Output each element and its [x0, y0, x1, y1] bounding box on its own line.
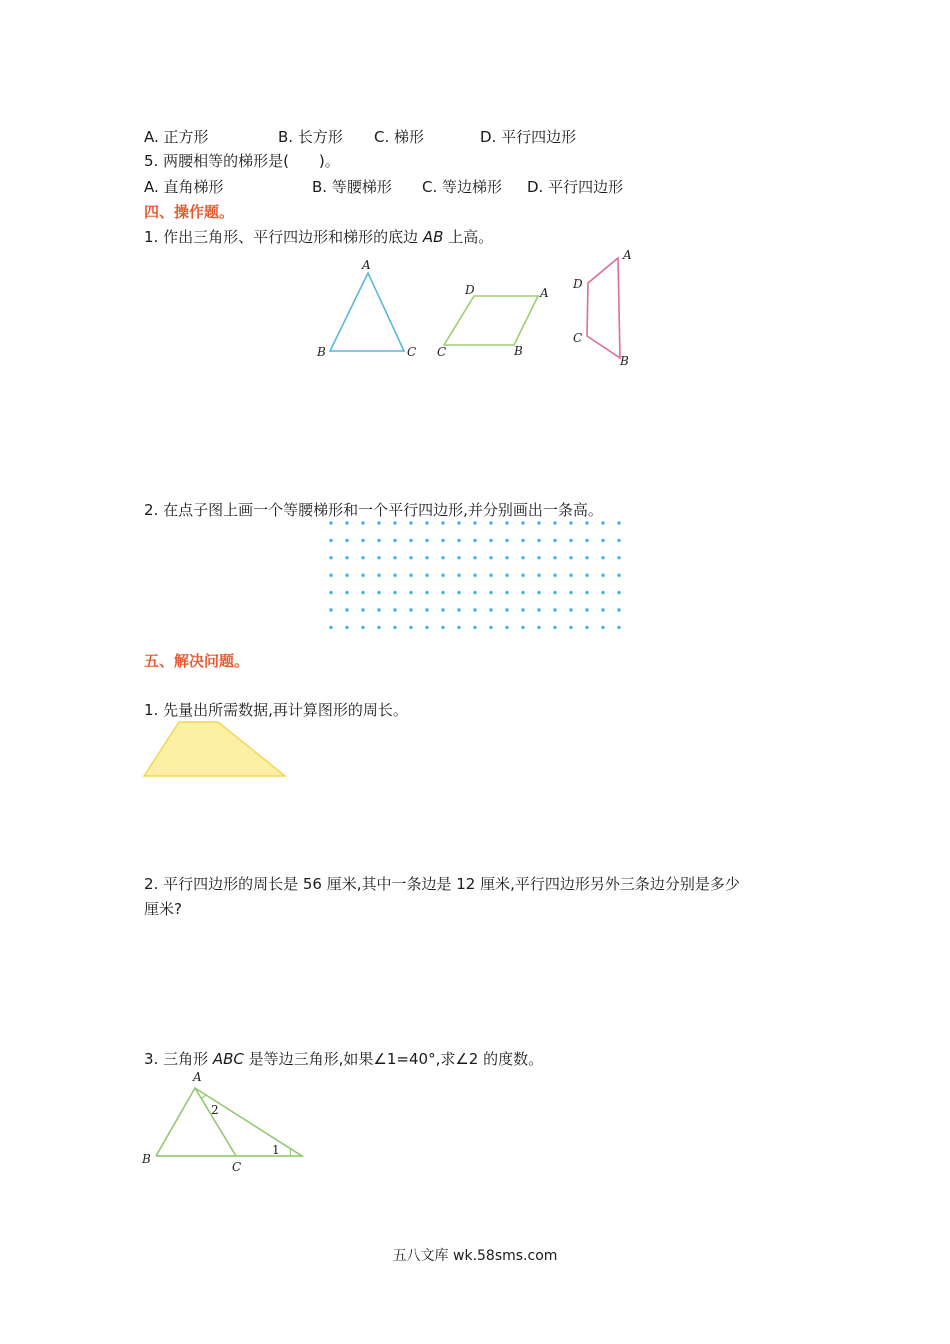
section5-q3 — [144, 1049, 543, 1069]
grid-dot — [473, 539, 476, 542]
grid-dot — [441, 556, 444, 559]
grid-dot — [489, 608, 492, 611]
grid-dot — [489, 539, 492, 542]
parallelogram-figure — [434, 282, 554, 362]
grid-dot — [473, 556, 476, 559]
grid-dot — [617, 574, 620, 577]
grid-dot — [537, 556, 540, 559]
grid-dot — [553, 556, 556, 559]
grid-dot — [505, 626, 508, 629]
grid-dot — [601, 556, 604, 559]
fig-label-c: C — [232, 1160, 242, 1174]
grid-dot — [457, 539, 460, 542]
grid-dot — [537, 591, 540, 594]
q3-text-before: 3. 三角形 — [144, 1050, 213, 1068]
grid-dot — [601, 539, 604, 542]
grid-dot — [425, 626, 428, 629]
fig-label-a: A — [193, 1070, 202, 1084]
grid-dot — [457, 521, 460, 524]
grid-dot — [441, 626, 444, 629]
grid-dot — [569, 626, 572, 629]
triangle-label-a: A — [362, 258, 371, 272]
grid-dot — [585, 574, 588, 577]
section5-heading: 五、解决问题。 — [144, 652, 250, 670]
grid-dot — [521, 626, 524, 629]
fig-angle-2-label: 2 — [211, 1103, 219, 1117]
grid-dot — [569, 521, 572, 524]
grid-dot — [585, 608, 588, 611]
grid-dot — [617, 626, 620, 629]
grid-dot — [505, 574, 508, 577]
grid-dot — [361, 574, 364, 577]
trapezoid-label-d: D — [573, 277, 583, 291]
grid-dot — [617, 521, 620, 524]
grid-dot — [537, 608, 540, 611]
grid-dot — [569, 539, 572, 542]
grid-dot — [489, 626, 492, 629]
yellow-trapezoid-shape — [144, 722, 285, 776]
q1-text-before: 1. 作出三角形、平行四边形和梯形的底边 — [144, 228, 423, 246]
grid-dot — [617, 608, 620, 611]
q4-option-d: D. 平行四边形 — [480, 128, 577, 146]
grid-dot — [425, 591, 428, 594]
fig-angle-1-label: 1 — [272, 1143, 280, 1157]
grid-dot — [537, 521, 540, 524]
grid-dot — [569, 574, 572, 577]
grid-dot — [473, 521, 476, 524]
triangle-label-c: C — [407, 345, 417, 359]
grid-dot — [345, 591, 348, 594]
grid-dot — [585, 539, 588, 542]
grid-dot — [441, 574, 444, 577]
grid-dot — [601, 574, 604, 577]
grid-dot — [457, 574, 460, 577]
grid-dot — [553, 539, 556, 542]
grid-dot — [505, 608, 508, 611]
grid-dot — [377, 626, 380, 629]
grid-dot — [537, 539, 540, 542]
grid-dot — [521, 556, 524, 559]
grid-dot — [521, 539, 524, 542]
grid-dot — [585, 556, 588, 559]
q5-option-d: D. 平行四边形 — [527, 178, 624, 196]
grid-dot — [393, 626, 396, 629]
grid-dot — [377, 608, 380, 611]
grid-dot — [345, 556, 348, 559]
grid-dot — [585, 626, 588, 629]
grid-dot — [441, 539, 444, 542]
parallelogram-label-b: B — [514, 344, 523, 358]
grid-dot — [585, 591, 588, 594]
grid-dot — [377, 521, 380, 524]
grid-dot — [537, 574, 540, 577]
q3-text-abc: ABC — [212, 1050, 244, 1068]
fig-label-b: B — [142, 1152, 151, 1166]
grid-dot — [601, 626, 604, 629]
grid-dot — [409, 626, 412, 629]
trapezoid-label-c: C — [573, 331, 583, 345]
grid-dot — [553, 574, 556, 577]
grid-dot — [441, 608, 444, 611]
grid-dot — [473, 591, 476, 594]
grid-dot — [425, 539, 428, 542]
grid-dot — [553, 591, 556, 594]
grid-dot — [425, 574, 428, 577]
q1-text-after: 上高。 — [443, 228, 494, 246]
triangle-label-b: B — [317, 345, 326, 359]
grid-dot — [505, 539, 508, 542]
grid-dot — [489, 521, 492, 524]
grid-dot — [329, 608, 332, 611]
grid-dot — [409, 591, 412, 594]
grid-dot — [425, 521, 428, 524]
grid-dot — [377, 539, 380, 542]
grid-dot — [457, 556, 460, 559]
grid-dot — [489, 574, 492, 577]
grid-dot — [441, 521, 444, 524]
grid-dot — [489, 591, 492, 594]
grid-dot — [377, 591, 380, 594]
grid-dot — [409, 521, 412, 524]
grid-dot — [521, 521, 524, 524]
grid-dot — [585, 521, 588, 524]
q3-text-after: 是等边三角形,如果∠1=40°,求∠2 的度数。 — [243, 1050, 544, 1068]
grid-dot — [505, 556, 508, 559]
grid-dot — [617, 556, 620, 559]
section4-heading: 四、操作题。 — [144, 203, 235, 221]
grid-dot — [425, 556, 428, 559]
grid-dot — [361, 521, 364, 524]
triangle-angle-figure — [140, 1068, 310, 1176]
grid-dot — [329, 591, 332, 594]
grid-dot — [569, 608, 572, 611]
triangle-shape — [330, 273, 404, 351]
grid-dot — [473, 608, 476, 611]
grid-dot — [457, 626, 460, 629]
q5-stem: 5. 两腰相等的梯形是( )。 — [144, 152, 340, 170]
grid-dot — [345, 574, 348, 577]
parallelogram-shape — [444, 296, 538, 345]
grid-dot — [393, 574, 396, 577]
grid-dot — [569, 556, 572, 559]
grid-dot — [473, 626, 476, 629]
grid-dot — [537, 626, 540, 629]
grid-dot — [473, 574, 476, 577]
trapezoid-figure — [570, 248, 640, 368]
grid-dot — [521, 591, 524, 594]
grid-dot — [345, 539, 348, 542]
grid-dot — [505, 591, 508, 594]
grid-dot — [361, 608, 364, 611]
grid-dot — [361, 591, 364, 594]
yellow-trapezoid-figure — [140, 718, 290, 782]
grid-dot — [521, 608, 524, 611]
grid-dot — [329, 539, 332, 542]
grid-dot — [617, 539, 620, 542]
grid-dot — [329, 574, 332, 577]
grid-dot — [377, 574, 380, 577]
grid-dot — [393, 591, 396, 594]
q5-option-a: A. 直角梯形 — [144, 178, 224, 196]
grid-dot — [441, 591, 444, 594]
grid-dot — [393, 539, 396, 542]
grid-dot — [569, 591, 572, 594]
grid-dot — [361, 556, 364, 559]
grid-dot — [393, 556, 396, 559]
grid-dot — [457, 608, 460, 611]
section4-q2: 2. 在点子图上画一个等腰梯形和一个平行四边形,并分别画出一条高。 — [144, 501, 603, 519]
angle-2-arc — [201, 1095, 206, 1098]
grid-dot — [457, 591, 460, 594]
q5-option-b: B. 等腰梯形 — [312, 178, 392, 196]
grid-dot — [377, 556, 380, 559]
grid-dot — [601, 521, 604, 524]
grid-dot — [393, 608, 396, 611]
parallelogram-label-d: D — [465, 283, 475, 297]
grid-dot — [329, 626, 332, 629]
trapezoid-label-a: A — [623, 248, 632, 262]
grid-dot — [553, 626, 556, 629]
grid-dot — [345, 626, 348, 629]
grid-dot — [521, 574, 524, 577]
grid-dot — [409, 539, 412, 542]
angle-1-arc — [290, 1149, 291, 1156]
grid-dot — [617, 591, 620, 594]
q4-option-c: C. 梯形 — [374, 128, 425, 146]
grid-dot — [345, 521, 348, 524]
trapezoid-label-b: B — [620, 354, 629, 368]
grid-dot — [409, 556, 412, 559]
q4-option-a: A. 正方形 — [144, 128, 209, 146]
grid-dot — [553, 521, 556, 524]
grid-dot — [489, 556, 492, 559]
dot-grid — [326, 518, 626, 634]
grid-dot — [393, 521, 396, 524]
section5-q1: 1. 先量出所需数据,再计算图形的周长。 — [144, 701, 408, 719]
grid-dot — [329, 521, 332, 524]
q5-option-c: C. 等边梯形 — [422, 178, 503, 196]
grid-dot — [601, 608, 604, 611]
section5-q2-line2: 厘米? — [144, 900, 182, 918]
parallelogram-label-c: C — [437, 345, 447, 359]
grid-dot — [345, 608, 348, 611]
grid-dot — [361, 626, 364, 629]
q1-text-ab: AB — [422, 228, 444, 246]
grid-dot — [505, 521, 508, 524]
grid-dot — [601, 591, 604, 594]
section4-q1 — [144, 227, 493, 247]
grid-dot — [409, 608, 412, 611]
grid-dot — [409, 574, 412, 577]
grid-dot — [361, 539, 364, 542]
section5-q2-line1: 2. 平行四边形的周长是 56 厘米,其中一条边是 12 厘米,平行四边形另外三条边分别是多少 — [144, 875, 740, 893]
grid-dot — [553, 608, 556, 611]
q4-option-b: B. 长方形 — [278, 128, 343, 146]
triangle-figure — [312, 255, 422, 365]
grid-dot — [329, 556, 332, 559]
parallelogram-label-a: A — [540, 286, 549, 300]
footer-watermark: 五八文库 wk.58sms.com — [392, 1248, 558, 1264]
trapezoid-shape — [587, 258, 620, 358]
grid-dot — [425, 608, 428, 611]
